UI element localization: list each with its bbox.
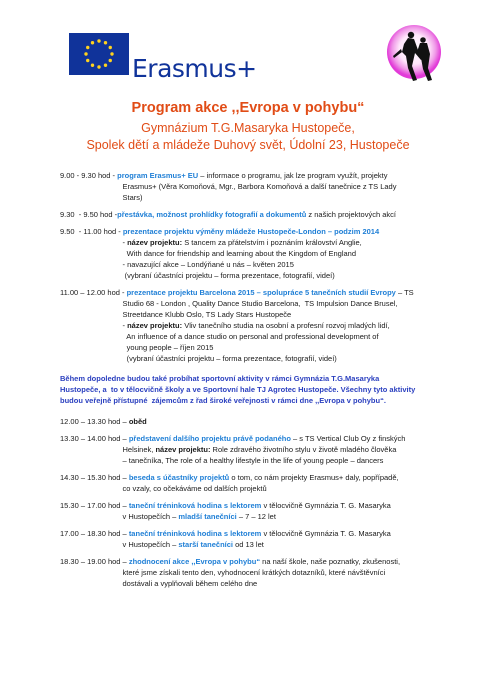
eu-star-icon xyxy=(104,41,107,44)
highlighted-text: program Erasmus+ EU xyxy=(117,171,199,180)
text-segment: – s TS Vertical Club Oy z finských xyxy=(290,434,406,443)
text-segment: z našich projektových akcí xyxy=(306,210,396,219)
text-segment: (vybraní účastníci projektu – forma prezentace, fotografií, videí) xyxy=(60,354,337,363)
text-segment: 13.30 – 14.00 hod – xyxy=(60,434,129,443)
organizer-line-2: Spolek dětí a mládeže Duhový svět, Údolní 23, Hustopeče xyxy=(86,138,410,152)
text-segment: 9.30 - 9.50 hod - xyxy=(60,210,118,219)
schedule-line xyxy=(60,444,460,455)
eu-star-icon xyxy=(91,64,94,67)
eu-star-icon xyxy=(97,39,100,42)
schedule-entry xyxy=(60,556,460,589)
text-segment: od 13 let xyxy=(232,540,264,549)
program-schedule xyxy=(60,170,460,589)
text-segment: An influence of a dance studio on personal and professional development of xyxy=(60,332,379,341)
text-segment: na naší škole, naše poznatky, zkušenosti, xyxy=(260,557,401,566)
highlighted-text: prezentace projektu výměny mládeže Hustopeče-London – podzim 2014 xyxy=(122,227,380,236)
schedule-line xyxy=(60,472,460,483)
schedule-line xyxy=(60,567,460,578)
highlighted-text: taneční tréninková hodina s lektorem xyxy=(128,529,262,538)
schedule-line xyxy=(60,331,460,342)
schedule-line xyxy=(60,209,460,220)
schedule-line xyxy=(60,539,460,550)
schedule-line xyxy=(60,181,460,192)
highlighted-text: přestávka, možnost prohlídky fotografií a dokumentů xyxy=(117,210,307,219)
text-segment: – 7 – 12 let xyxy=(236,512,276,521)
highlighted-text: představení dalšího projektu právě podaného xyxy=(128,434,291,443)
text-segment: 9.00 - 9.30 hod - xyxy=(60,171,118,180)
text-segment: – TS xyxy=(395,288,414,297)
text-segment: 9.50 - 11.00 hod - xyxy=(60,227,123,236)
schedule-line xyxy=(60,416,460,427)
bold-text: název projektu: xyxy=(127,321,183,330)
text-segment: Erasmus+ (Věra Komoňová, Mgr., Barbora Komoňová a další tanečnice z TS Lady xyxy=(60,182,397,191)
schedule-line xyxy=(60,248,460,259)
schedule-line xyxy=(60,353,460,364)
text-segment: 12.00 – 13.30 hod – xyxy=(60,417,129,426)
schedule-line xyxy=(60,170,460,181)
eu-star-icon xyxy=(104,64,107,67)
text-segment: Studio 68 - London , Quality Dance Studio Barcelona, TS Impulsion Dance Brusel, xyxy=(60,299,398,308)
program-title: Program akce ,,Evropa v pohybu“ xyxy=(131,100,365,116)
text-segment: budou veřejně přístupné zájemcům z řad široké veřejnosti v rámci dne ,,Evropa v pohybu“. xyxy=(60,396,386,405)
schedule-line xyxy=(60,226,460,237)
schedule-entry xyxy=(60,472,460,494)
bold-text: název projektu: xyxy=(155,445,211,454)
highlighted-text: taneční tréninková hodina s lektorem xyxy=(128,501,262,510)
text-segment: S tancem za přátelstvím i poznáním království Anglie, xyxy=(182,238,362,247)
schedule-line xyxy=(60,511,460,522)
eu-star-icon xyxy=(86,46,89,49)
text-segment: Během dopoledne budou také probíhat sportovní aktivity v rámci Gymnázia T.G.Masaryka xyxy=(60,374,380,383)
schedule-line xyxy=(60,433,460,444)
schedule-line xyxy=(60,270,460,281)
schedule-line xyxy=(60,287,460,298)
schedule-entry xyxy=(60,528,460,550)
schedule-line xyxy=(60,556,460,567)
eu-star-icon xyxy=(86,59,89,62)
text-segment: 18.30 – 19.00 hod – xyxy=(60,557,129,566)
schedule-entry xyxy=(60,170,460,203)
text-segment: – informace o programu, jak lze program využít, projekty xyxy=(198,171,388,180)
schedule-entry xyxy=(60,416,460,427)
schedule-line xyxy=(60,237,460,248)
text-segment: dostávali a vyplňovali během celého dne xyxy=(60,579,258,588)
text-segment: - navazující akce – Londýňané u nás – květen 2015 xyxy=(60,260,294,269)
schedule-line xyxy=(60,395,460,406)
dancers-logo-icon xyxy=(384,22,442,88)
text-segment: Vliv tanečního studia na osobní a profesní rozvoj mladých lidí, xyxy=(182,321,390,330)
text-segment: - xyxy=(60,238,128,247)
highlighted-text: beseda s účastníky projektů xyxy=(128,473,230,482)
eu-star-icon xyxy=(97,65,100,68)
schedule-entry xyxy=(60,433,460,466)
schedule-line xyxy=(60,298,460,309)
text-segment: (vybraní účastníci projektu – forma prezentace, fotografií, videí) xyxy=(60,271,335,280)
text-segment: 14.30 – 15.30 hod – xyxy=(60,473,129,482)
schedule-line xyxy=(60,578,460,589)
bold-text: název projektu: xyxy=(127,238,183,247)
text-segment: v Hustopečích – xyxy=(60,540,179,549)
eu-star-icon xyxy=(110,52,113,55)
organizer-line-1: Gymnázium T.G.Masaryka Hustopeče, xyxy=(141,121,355,135)
schedule-line xyxy=(60,342,460,353)
text-segment: – tanečníka, The role of a healthy lifestyle in the life of young people – dancers xyxy=(60,456,384,465)
schedule-entry xyxy=(60,287,460,364)
text-segment: o tom, co nám projekty Erasmus+ daly, popřípadě, xyxy=(229,473,399,482)
schedule-line xyxy=(60,483,460,494)
erasmus-logo-text: Erasmus+ xyxy=(132,54,257,83)
text-segment: Role zdravého životního stylu v životě mladého člověka xyxy=(210,445,397,454)
text-segment: Streetdance Klubb Oslo, TS Lady Stars Hustopeče xyxy=(60,310,292,319)
eu-star-icon xyxy=(84,52,87,55)
text-segment: v Hustopečích – xyxy=(60,512,179,521)
eu-star-icon xyxy=(91,41,94,44)
schedule-line xyxy=(60,384,460,395)
schedule-line xyxy=(60,528,460,539)
text-segment: 11.00 – 12.00 hod - xyxy=(60,288,127,297)
text-segment: Stars) xyxy=(60,193,143,202)
schedule-line xyxy=(60,455,460,466)
bold-text: oběd xyxy=(128,417,147,426)
sports-notice xyxy=(60,373,460,406)
highlighted-text: prezentace projektu Barcelona 2015 – spolupráce 5 tanečních studií Evropy xyxy=(126,288,396,297)
highlighted-text: zhodnocení akce ,,Evropa v pohybu“ xyxy=(128,557,261,566)
highlighted-text: starší tanečníci xyxy=(178,540,233,549)
text-segment: 17.00 – 18.30 hod – xyxy=(60,529,129,538)
schedule-line xyxy=(60,259,460,270)
text-segment: v tělocvičně Gymnázia T. G. Masaryka xyxy=(261,529,391,538)
schedule-line xyxy=(60,500,460,511)
schedule-entry xyxy=(60,209,460,220)
eu-star-icon xyxy=(109,46,112,49)
schedule-line xyxy=(60,320,460,331)
schedule-line xyxy=(60,192,460,203)
text-segment: Hustopeče, a to v tělocvičně školy a ve Sportovní hale TJ Agrotec Hustopeče. Všechny tyto aktivity xyxy=(60,385,416,394)
text-segment: With dance for friendship and learning about the Kingdom of England xyxy=(60,249,356,258)
text-segment: 15.30 – 17.00 hod – xyxy=(60,501,129,510)
text-segment: young people – říjen 2015 xyxy=(60,343,214,352)
text-segment: Helsinek, xyxy=(60,445,156,454)
eu-star-icon xyxy=(109,59,112,62)
eu-flag-icon xyxy=(69,33,129,75)
schedule-line xyxy=(60,309,460,320)
highlighted-text: mladší tanečníci xyxy=(178,512,237,521)
schedule-entry xyxy=(60,226,460,281)
text-segment: v tělocvičně Gymnázia T. G. Masaryka xyxy=(261,501,391,510)
text-segment: co vzaly, co očekáváme od dalších projektů xyxy=(60,484,267,493)
schedule-entry xyxy=(60,500,460,522)
schedule-line xyxy=(60,373,460,384)
text-segment: - xyxy=(60,321,128,330)
text-segment: které jsme získali tento den, vyhodnocení krátkých dotazníků, které návštěvníci xyxy=(60,568,386,577)
